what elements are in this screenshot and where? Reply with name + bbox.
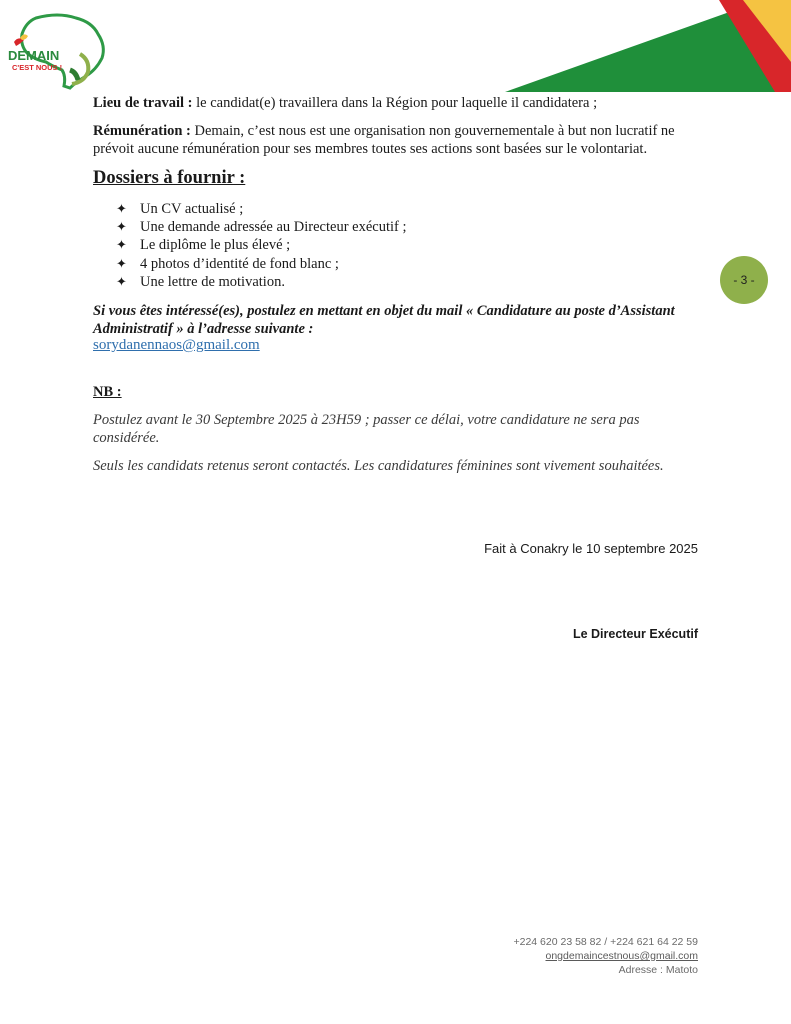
organization-logo	[6, 10, 110, 90]
four-point-star-icon: ✦	[116, 219, 127, 235]
nb-selection-note: Seuls les candidats retenus seront contactés. Les candidatures féminines sont vivement souhaitées.	[93, 458, 664, 474]
four-point-star-icon: ✦	[116, 273, 127, 289]
page-number-badge: - 3 -	[720, 256, 768, 304]
list-item: ✦ 4 photos d’identité de fond blanc ;	[116, 255, 339, 272]
four-point-star-icon: ✦	[116, 255, 127, 271]
remuneration-label: Rémunération :	[93, 123, 191, 139]
signature-title: Le Directeur Exécutif	[572, 627, 698, 641]
list-item: ✦ Une lettre de motivation.	[116, 273, 285, 290]
nb-deadline-line2: considérée.	[93, 430, 160, 446]
work-place-paragraph	[93, 94, 597, 112]
remuneration-text-line2: prévoit aucune rémunération pour ses membres toutes ses actions sont basées sur le volontariat.	[93, 141, 648, 157]
place-date: Fait à Conakry le 10 septembre 2025	[484, 541, 698, 556]
work-place-text: le candidat(e) travaillera dans la Région pour laquelle il candidatera ;	[192, 95, 598, 111]
list-item: ✦ Le diplôme le plus élevé ;	[116, 237, 291, 254]
footer-phones: +224 620 23 58 82 / +224 621 64 22 59	[513, 936, 698, 948]
documents-list	[116, 200, 407, 291]
list-item: ✦ Une demande adressée au Directeur exécutif ;	[116, 219, 407, 236]
remuneration-text-line1: Demain, c’est nous est une organisation non gouvernementale à but non lucratif ne	[190, 123, 675, 139]
apply-instructions	[93, 302, 675, 338]
four-point-star-icon: ✦	[116, 237, 127, 253]
remuneration-paragraph	[93, 122, 675, 158]
apply-line2: Administratif » à l’adresse suivante :	[93, 321, 314, 337]
nb-deadline	[93, 411, 639, 447]
logo-text-cest-nous: C'EST NOUS !	[12, 63, 63, 72]
four-point-star-icon: ✦	[116, 201, 127, 216]
footer-address: Adresse : Matoto	[618, 964, 698, 976]
nb-deadline-line1: Postulez avant le 30 Septembre 2025 à 23H59 ; passer ce délai, votre candidature ne sera pas	[93, 412, 640, 428]
list-item: ✦ Un CV actualisé ;	[116, 201, 244, 217]
footer-contact	[513, 935, 698, 977]
logo-text-demain: DEMAIN	[8, 48, 60, 63]
footer-email-link[interactable]: ongdemaincestnous@gmail.com	[545, 950, 698, 962]
documents-heading: Dossiers à fournir :	[93, 168, 246, 188]
nb-label: NB :	[93, 384, 122, 400]
work-place-label: Lieu de travail :	[93, 95, 193, 111]
apply-line1: Si vous êtes intéressé(es), postulez en mettant en objet du mail « Candidature au poste d’Assistant	[93, 303, 675, 319]
tricolor-banner	[505, 0, 791, 92]
apply-email-link[interactable]: sorydanennaos@gmail.com	[93, 337, 260, 353]
